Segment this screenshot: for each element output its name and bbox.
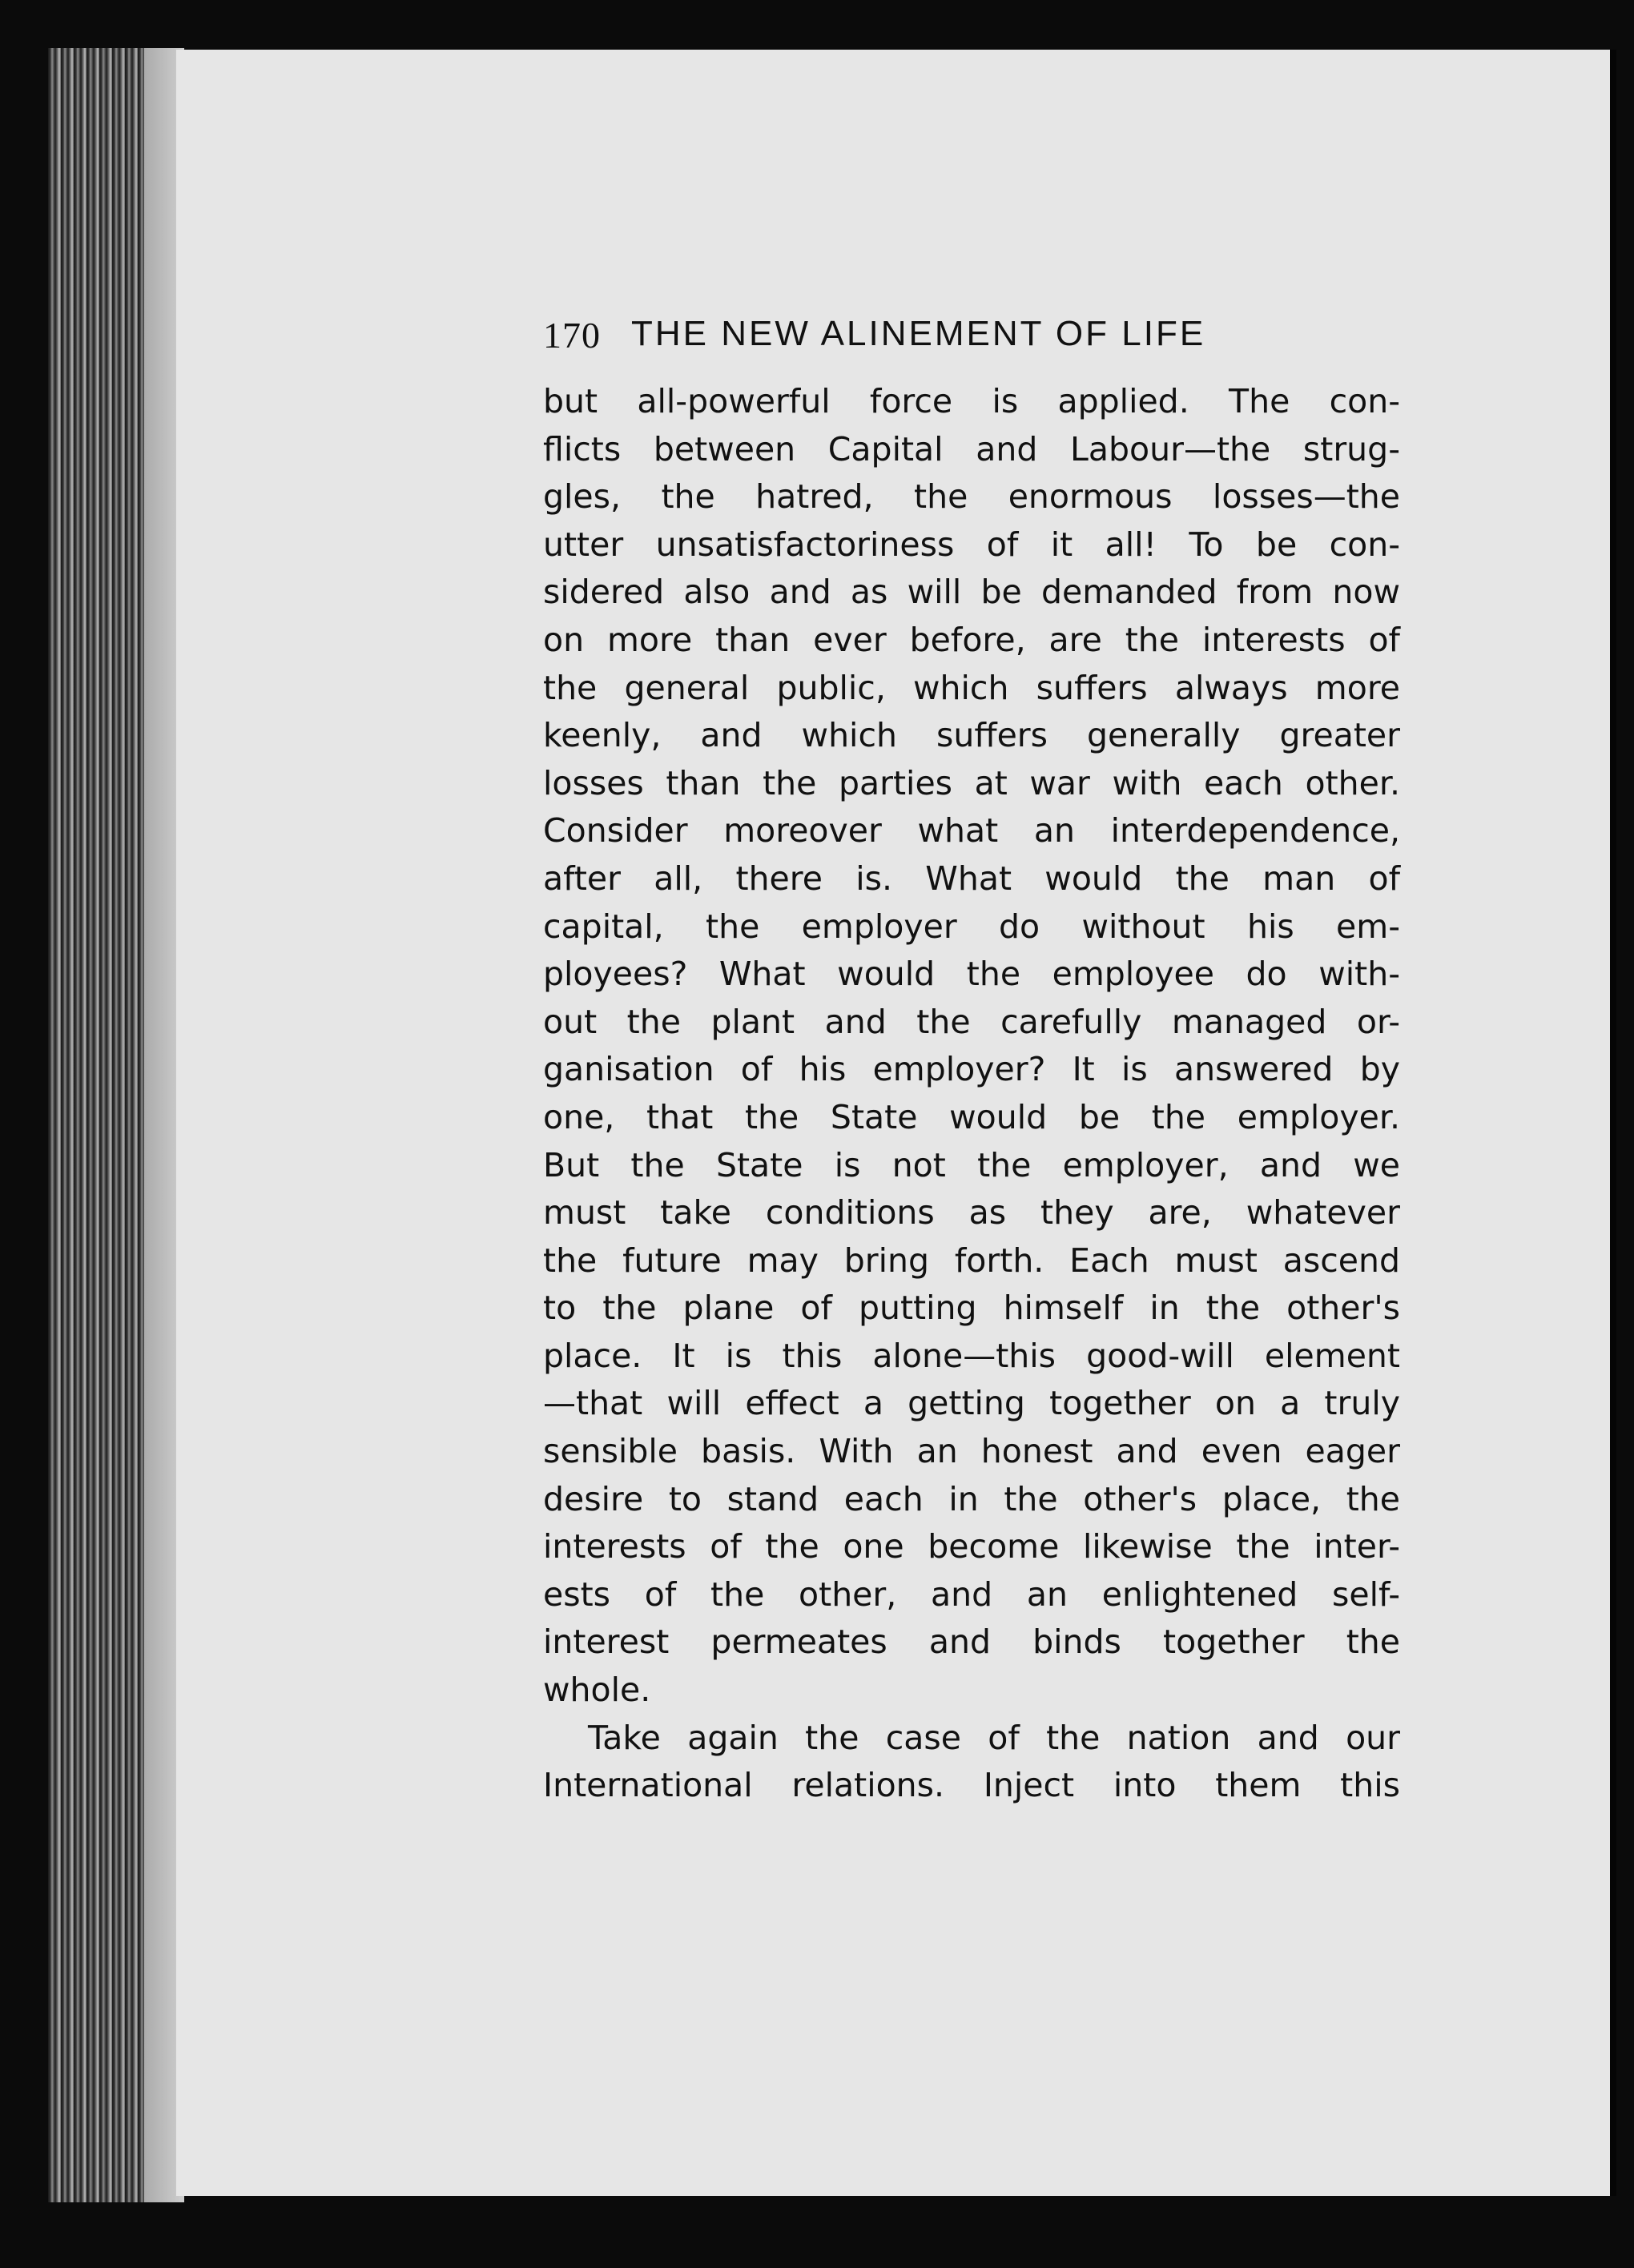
text-line: —that will effect a getting together on a truly xyxy=(543,1384,1400,1423)
text-line: but all-powerful force is applied. The con- xyxy=(543,382,1400,420)
gutter-shadow xyxy=(1610,50,1616,2196)
text-line: capital, the employer do without his em- xyxy=(543,907,1400,946)
text-line: keenly, and which suffers generally greater xyxy=(543,716,1400,755)
text-line: interest permeates and binds together the xyxy=(543,1623,1400,1662)
text-line: to the plane of putting himself in the other's xyxy=(543,1289,1400,1328)
text-line: ganisation of his employer? It is answered by xyxy=(543,1050,1400,1089)
text-line: Consider moreover what an interdependence, xyxy=(543,811,1400,850)
text-line: ests of the other, and an enlightened self- xyxy=(543,1574,1400,1614)
text-line: utter unsatisfactoriness of it all! To be con- xyxy=(543,525,1400,564)
text-line: desire to stand each in the other's place, the xyxy=(543,1479,1400,1518)
text-line: losses than the parties at war with each other. xyxy=(543,763,1400,802)
text-line: must take conditions as they are, whatever xyxy=(543,1193,1400,1233)
text-line: interests of the one become likewise the inter- xyxy=(543,1527,1400,1566)
text-line: after all, there is. What would the man of xyxy=(543,859,1400,898)
body-text xyxy=(543,378,1400,1810)
paragraph-first-line: Take again the case of the nation and our xyxy=(588,1718,1400,1757)
running-head xyxy=(543,314,1400,356)
running-title: THE NEW ALINEMENT OF LIFE xyxy=(631,314,1206,353)
text-line: ployees? What would the employee do with- xyxy=(543,955,1400,994)
text-line: International relations. Inject into them this xyxy=(543,1766,1400,1805)
text-line: place. It is this alone—this good-will element xyxy=(543,1336,1400,1375)
text-line: one, that the State would be the employer. xyxy=(543,1097,1400,1136)
text-line: flicts between Capital and Labour—the strug- xyxy=(543,429,1400,468)
text-line: out the plant and the carefully managed or- xyxy=(543,1002,1400,1041)
text-line: But the State is not the employer, and we xyxy=(543,1145,1400,1184)
text-line: sensible basis. With an honest and even eager xyxy=(543,1432,1400,1471)
text-line: whole. xyxy=(543,1671,651,1710)
page-stack-edge xyxy=(48,48,184,2202)
text-line: sidered also and as will be demanded from now xyxy=(543,573,1400,612)
page-number: 170 xyxy=(543,315,601,356)
text-line: the general public, which suffers always more xyxy=(543,668,1400,707)
text-line: the future may bring forth. Each must ascend xyxy=(543,1241,1400,1280)
text-line: on more than ever before, are the interests of xyxy=(543,620,1400,659)
text-line: gles, the hatred, the enormous losses—the xyxy=(543,477,1400,517)
